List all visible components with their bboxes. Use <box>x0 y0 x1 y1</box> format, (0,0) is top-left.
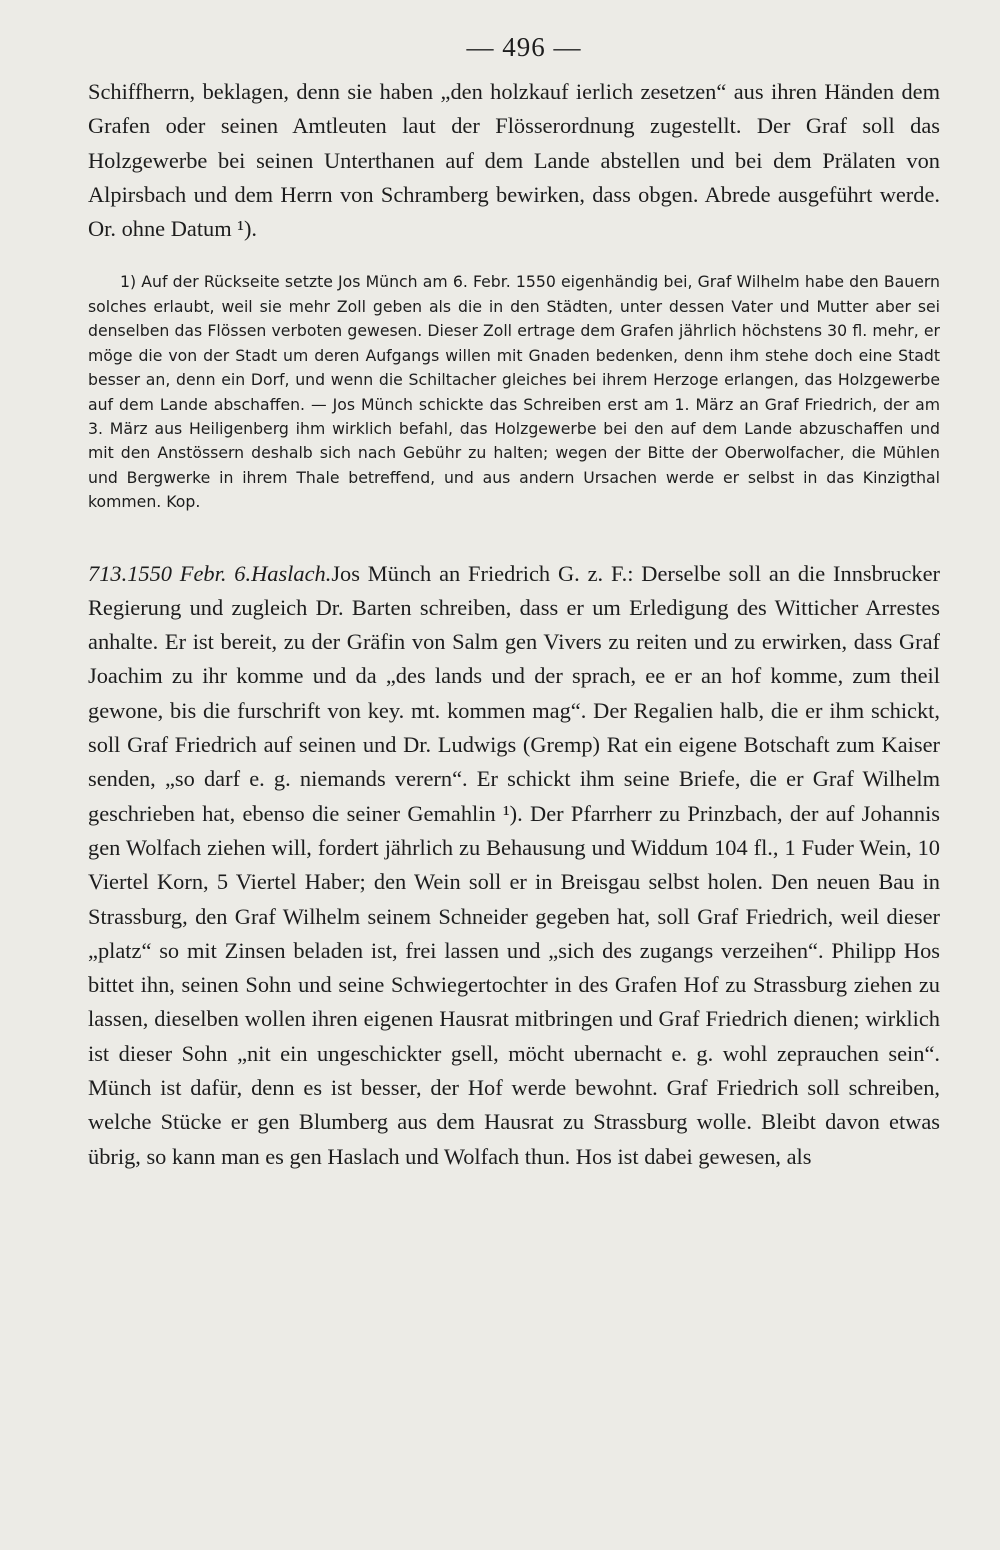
entry-number: 713. <box>88 560 128 586</box>
entry-713 <box>88 557 940 1174</box>
entry-date: 1550 Febr. 6. <box>127 560 252 586</box>
paragraph-top: Schiffherrn, beklagen, denn sie haben „den holzkauf ierlich zesetzen“ aus ihren Händen dem Grafen oder seinen Amtleuten laut der Flösserordnung zugestellt. Der Graf soll das Holzgewerbe bei seinen Unterthanen auf dem Lande abstellen und bei dem Prälaten von Alpirsbach und dem Herrn von Schramberg bewirken, dass obgen. Abrede ausgeführt werde. Or. ohne Datum ¹). <box>88 79 940 242</box>
entry-place: Haslach. <box>251 560 332 586</box>
footnote-text: 1) Auf der Rückseite setzte Jos Münch am 6. Febr. 1550 eigenhändig bei, Graf Wilhelm habe den Bauern solches erlaubt, weil sie mehr Zoll geben als die in den Städten, unter dessen Vater und Mutter aber sei denselben das Flössen verboten gewesen. Dieser Zoll ertrage dem Grafen jährlich höchstens 30 fl. mehr, er möge die von der Stadt um deren Aufgangs willen mit Gnaden bedenken, denn ihm stehe doch eine Stadt besser an, denn ein Dorf, und wenn die Schiltacher gleiches bei ihrem Herzoge erlangen, das Holzgewerbe auf dem Lande abschaffen. — Jos Münch schickte das Schreiben erst am 1. März an Graf Friedrich, der am 3. März aus Heiligenberg ihm wirklich befahl, das Holzgewerbe bei den auf dem Lande abzuschaffen und mit den Anstössern deshalb sich nach Gebühr zu halten; wegen der Bitte der Oberwolfacher, die Mühlen und Bergwerke in ihrem Thale betreffend, und aus andern Ursachen werde er selbst in das Kinzigthal kommen. Kop. <box>88 272 940 512</box>
entry-text: Jos Münch an Friedrich G. z. F.: Derselbe soll an die Innsbrucker Regierung und zugleich Dr. Barten schreiben, dass er um Erledigung des Witticher Arrestes anhalte. Er ist bereit, zu der Gräfin von Salm gen Vivers zu reiten und zu erwirken, dass Graf Joachim zu ihr komme und da „des lands und der sprach, ee er an hof komme, zum theil gewone, bis die furschrift von key. mt. kommen mag“. Der Regalien halb, die er ihm schickt, soll Graf Friedrich auf seinen und Dr. Ludwigs (Gremp) Rat ein eigene Botschaft zum Kaiser senden, „so darf e. g. niemands verern“. Er schickt ihm seine Briefe, die er Graf Wilhelm geschrieben hat, ebenso die seiner Gemahlin ¹). Der Pfarrherr zu Prinzbach, der auf Johannis gen Wolfach ziehen will, fordert jährlich zu Behausung und Widdum 104 fl., 1 Fuder Wein, 10 Viertel Korn, 5 Viertel Haber; den Wein soll er in Breisgau selbst holen. Den neuen Bau in Strassburg, den Graf Wilhelm seinem Schneider gegeben hat, soll Graf Friedrich, weil dieser „platz“ so mit Zinsen beladen ist, frei lassen und „sich des zugangs verzeihen“. Philipp Hos bittet ihn, seinen Sohn und seine Schwiegertochter in des Grafen Hof zu Strassburg ziehen zu lassen, dieselben wollen ihren eigenen Hausrat mitbringen und Graf Friedrich dienen; wirklich ist dieser Sohn „nit ein ungeschickter gsell, möcht ubernacht e. g. wohl zeprauchen sein“. Münch ist dafür, denn es ist besser, der Hof werde bewohnt. Graf Friedrich soll schreiben, welche Stücke er gen Blumberg aus dem Hausrat zu Strassburg wolle. Bleibt davon etwas übrig, so kann man es gen Haslach und Wolfach thun. Hos ist dabei gewesen, als <box>88 560 940 1169</box>
footnote <box>88 270 940 514</box>
page-number: — 496 — <box>466 32 582 62</box>
